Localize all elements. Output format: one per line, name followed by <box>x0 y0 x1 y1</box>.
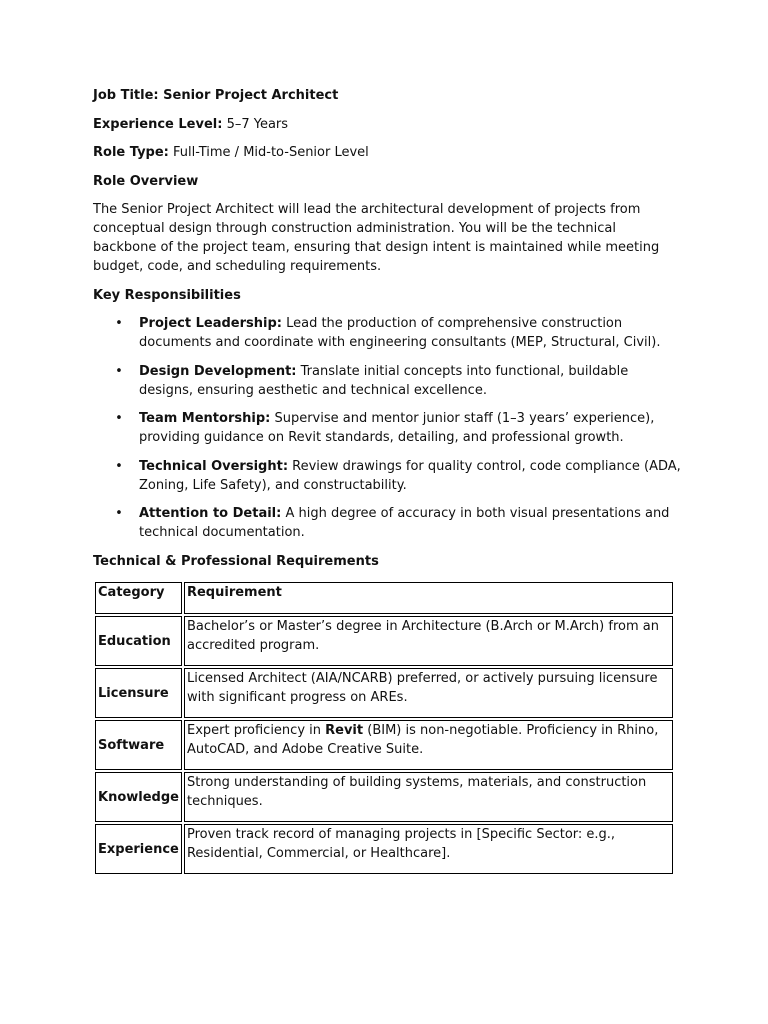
responsibility-text: Translate initial concepts into functional, buildable designs, ensuring aesthetic and technical excellence. <box>139 363 629 398</box>
bullet-icon: • <box>115 458 123 474</box>
requirement-text: Licensed Architect (AIA/NCARB) preferred, or actively pursuing licensure with significant progress on AREs. <box>186 671 658 705</box>
responsibilities-list <box>93 314 683 542</box>
requirement-cell <box>184 772 673 822</box>
experience-level <box>93 115 683 134</box>
key-responsibilities-heading: Key Responsibilities <box>93 287 241 303</box>
list-item <box>93 457 683 495</box>
list-item <box>93 314 683 352</box>
bullet-icon: • <box>115 363 123 379</box>
role-type <box>93 143 683 162</box>
role-type-label: Role Type: <box>93 145 169 160</box>
requirement-text: Strong understanding of building systems, materials, and construction techniques. <box>186 775 647 809</box>
table-row <box>95 668 673 718</box>
requirement-text: Expert proficiency in <box>186 723 326 738</box>
role-overview-text: The Senior Project Architect will lead the architectural development of projects from conceptual design through construction administration. You will be the technical backbone of the project team, ensuring that design intent is maintained while meeting budget, code, and scheduling requirements. <box>93 202 660 274</box>
responsibility-title: Technical Oversight: <box>139 458 289 474</box>
category-cell: Education <box>95 616 182 666</box>
role-type-value: Full-Time / Mid-to-Senior Level <box>168 145 369 160</box>
responsibility-title: Design Development: <box>139 363 297 379</box>
experience-level-label: Experience Level: <box>93 116 223 132</box>
requirement-text: Proven track record of managing projects in [Specific Sector: e.g., Residential, Commercial, or Healthcare]. <box>186 827 616 861</box>
requirement-cell <box>184 720 673 770</box>
requirement-text-after: (BIM) is non-negotiable. Proficiency in Rhino, AutoCAD, and Adobe Creative Suite. <box>186 723 659 757</box>
table-row <box>95 772 673 822</box>
category-cell: Experience <box>95 824 182 874</box>
table-row <box>95 720 673 770</box>
job-title: Job Title: Senior Project Architect <box>93 88 339 103</box>
bullet-icon: • <box>115 411 123 426</box>
requirement-cell <box>184 824 673 874</box>
column-header-category: Category <box>95 582 182 614</box>
responsibility-text: Lead the production of comprehensive construction documents and coordinate with engineering consultants (MEP, Structural, Civil). <box>139 316 661 350</box>
responsibility-text: Supervise and mentor junior staff (1–3 years’ experience), providing guidance on Revit standards, detailing, and professional growth. <box>139 411 655 445</box>
list-item <box>93 504 683 542</box>
role-overview-heading: Role Overview <box>93 173 199 189</box>
category-cell: Software <box>95 720 182 770</box>
responsibility-text: A high degree of accuracy in both visual presentations and technical documentation. <box>139 506 670 540</box>
category-cell: Knowledge <box>95 772 182 822</box>
responsibility-title: Attention to Detail: <box>139 506 282 521</box>
table-row <box>95 824 673 874</box>
responsibility-title: Project Leadership: <box>139 316 282 331</box>
requirement-cell <box>184 616 673 666</box>
column-header-requirement: Requirement <box>184 582 673 614</box>
requirements-heading: Technical & Professional Requirements <box>93 553 379 569</box>
table-row <box>95 616 673 666</box>
requirements-table <box>93 580 675 876</box>
table-header-row <box>95 582 673 614</box>
job-description-document <box>93 86 683 876</box>
category-cell: Licensure <box>95 668 182 718</box>
responsibility-title: Team Mentorship: <box>139 411 271 426</box>
bullet-icon: • <box>115 316 123 331</box>
list-item <box>93 362 683 400</box>
list-item <box>93 409 683 447</box>
responsibility-text: Review drawings for quality control, code compliance (ADA, Zoning, Life Safety), and constructability. <box>139 458 681 493</box>
experience-level-value: 5–7 Years <box>222 116 289 132</box>
requirement-bold-text: Revit <box>325 723 364 738</box>
bullet-icon: • <box>115 506 123 521</box>
requirement-text: Bachelor’s or Master’s degree in Architecture (B.Arch or M.Arch) from an accredited program. <box>186 619 659 653</box>
requirement-cell <box>184 668 673 718</box>
